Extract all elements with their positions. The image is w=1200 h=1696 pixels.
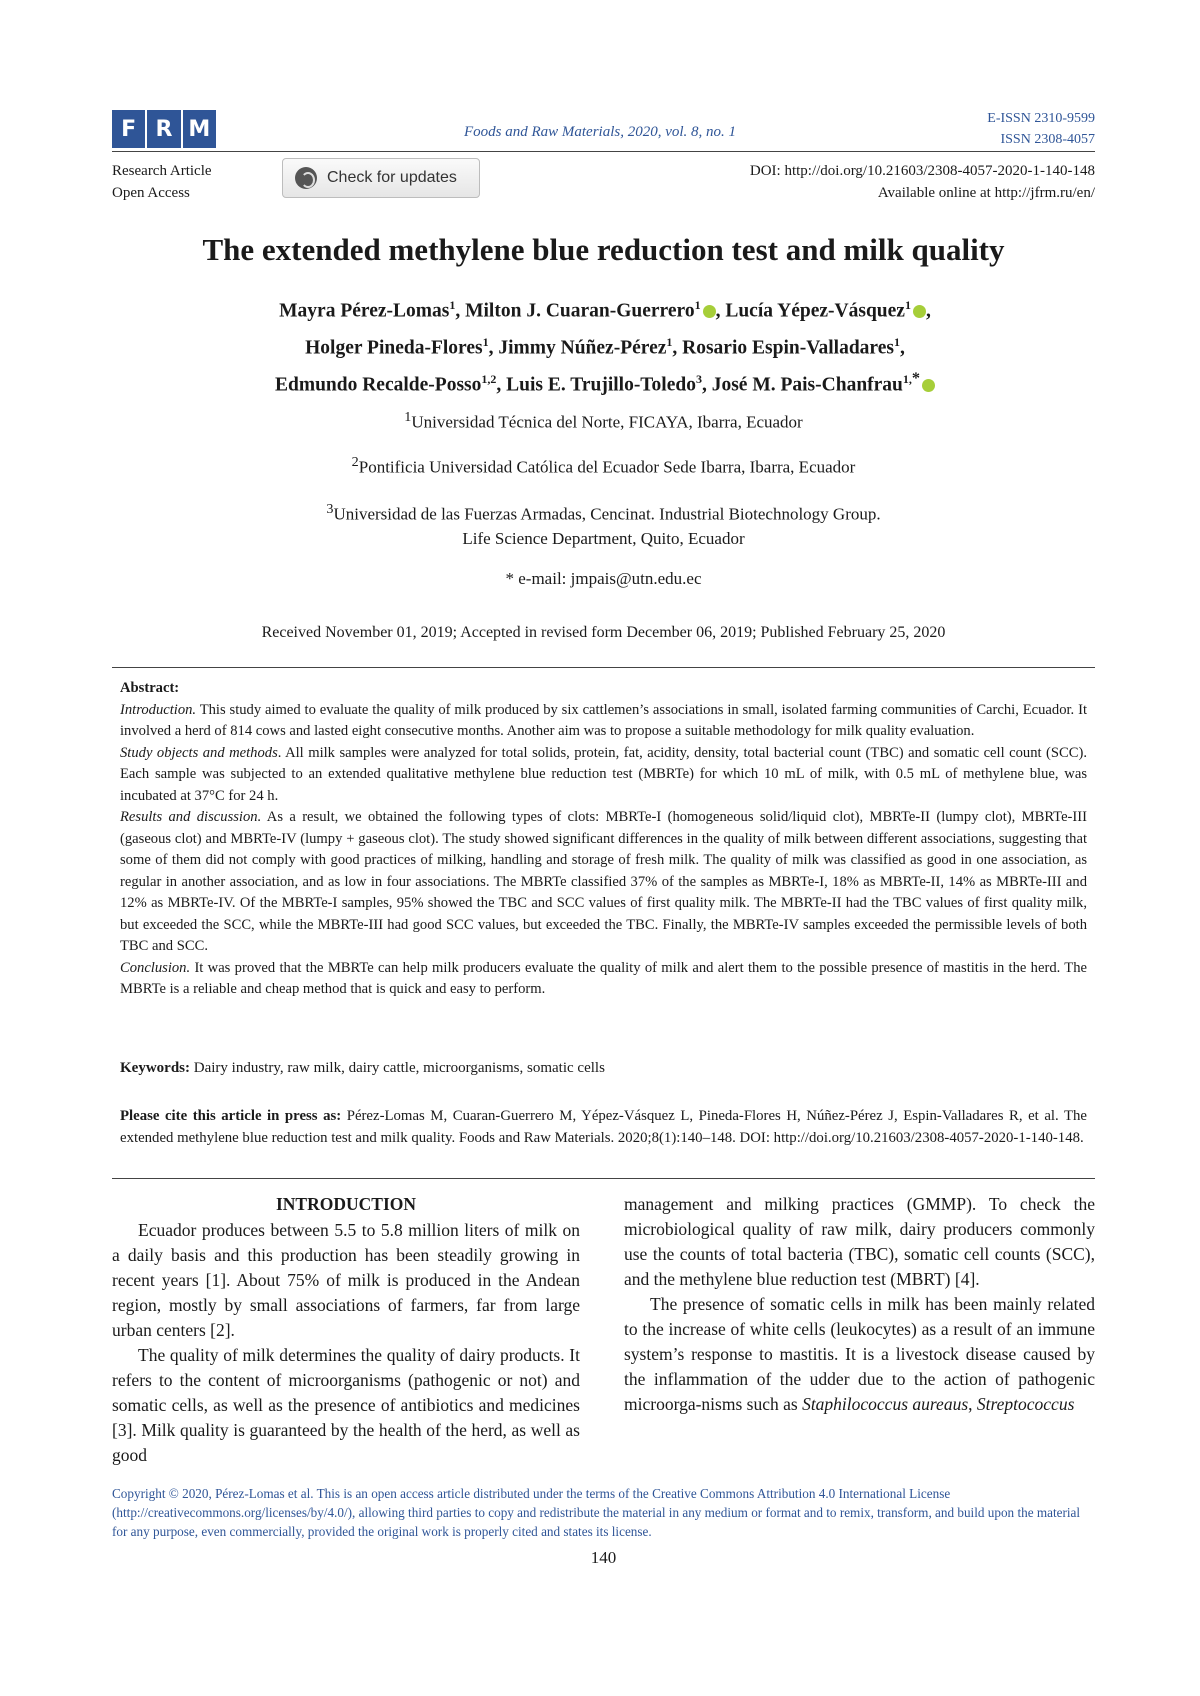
author-separator: , [496,374,507,396]
author-affiliation-sup: 1 [482,334,489,349]
author-affiliation-sup: 1 [904,298,911,312]
affiliation-3-number: 3 [326,501,334,517]
paragraph-3: management and milking practices (GMMP). To check the microbiological quality of raw milk, dairy producers commonly use the counts of total bacteria (TBC), somatic cell counts (SCC), and the methylene blue reduction test (MBRT) [4]. [624,1194,1095,1289]
received-dates: Received November 01, 2019; Accepted in revised form December 06, 2019; Published February 25, 2020 [261,624,946,641]
check-for-updates-button[interactable] [282,158,480,198]
abstract-introduction: Introduction. This study aimed to evaluate the quality of milk produced by six cattlemen’s associations in small, isolated farming communities of Carchi, Ecuador. It involved a herd of 814 cows and lasted eight consecutive months. Another aim was to propose a suitable methodology for milk quality evaluation. [120,701,1087,739]
abstract-methods-label: Study objects and methods [120,744,278,761]
author-affiliation-sup: 1 [449,298,456,312]
citation-text: Pérez-Lomas M, Cuaran-Guerrero M, Yépez-Vásquez L, Pineda-Flores H, Núñez-Pérez J, Espin-Valladares R, et al. The extended methylene blue reduction test and milk quality. Foods and Raw Materials. 2020;8(1):140–148. DOI: http://doi.org/10.21603/2308-4057-2020-1-140-148. [120,1108,1087,1146]
author: Jimmy Núñez-Pérez [498,337,667,358]
check-for-updates-label: Check for updates [327,169,457,186]
author-affiliation-sup: 3 [695,372,702,386]
abstract-results-label: Results and discussion. [120,809,262,825]
logo-letter-m: M [183,110,216,148]
issn: ISSN 2308-4057 [1000,132,1095,147]
abstract [120,678,1087,1001]
author-separator: , [701,374,712,396]
author: Luis E. Trujillo-Toledo [506,374,696,396]
abstract-label: Abstract: [120,680,180,696]
affiliation-1-text: Universidad Técnica del Norte, FICAYA, Ibarra, Ecuador [411,412,803,432]
author-list [150,290,1060,401]
keywords-label: Keywords: [120,1060,190,1076]
affiliation-3-line1: Universidad de las Fuerzas Armadas, Cencinat. Industrial Biotechnology Group. [333,504,881,524]
affiliation-2-number: 2 [351,454,359,470]
orcid-icon[interactable] [913,305,926,318]
paragraph-4: The presence of somatic cells in milk has been mainly related to the increase of white cells (leukocytes) as a result of an immune system’s response to mastitis. It is a livestock disease caused by the inflammation of the udder due to the action of pathogenic microorga-nisms such as Staphilococcus aureaus, Streptococcus [624,1294,1095,1414]
body-column-right [624,1192,1095,1417]
author-separator: , [455,300,466,322]
refresh-icon [295,167,317,189]
orcid-icon[interactable] [703,305,716,318]
author-separator: , [925,300,931,322]
paragraph-1: Ecuador produces between 5.5 to 5.8 million liters of milk on a daily basis and this production has been steadily growing in recent years [1]. About 75% of milk is produced in the Andean region, mostly by small associations of farmers, far from large urban centers [2]. [112,1220,580,1340]
doi-link[interactable]: DOI: http://doi.org/10.21603/2308-4057-2020-1-140-148 [749,163,1095,179]
article-type: Research Article [112,163,212,179]
author: Holger Pineda-Flores [305,337,483,358]
abstract-conclusion-label: Conclusion. [120,959,191,976]
logo-letter-f: F [112,110,145,148]
corresponding-author-star: * [911,369,921,387]
body-column-left [112,1192,580,1468]
affiliation-1-number: 1 [404,409,412,425]
affiliation-3-line2: Life Science Department, Quito, Ecuador [462,528,745,548]
abstract-conclusion: Conclusion. It was proved that the MBRTe can help milk producers evaluate the quality of milk and alert them to the possible presence of mastitis in the herd. The MBRTe is a reliable and cheap method that is quick and easy to perform. [120,959,1087,997]
affiliation-2-text: Pontificia Universidad Católica del Ecuador Sede Ibarra, Ibarra, Ecuador [358,457,856,477]
author-affiliation-sup: 1 [893,334,900,349]
author: Mayra Pérez-Lomas [279,300,450,322]
citation [120,1106,1087,1149]
journal-name: Foods and Raw Materials, 2020, vol. 8, no. 1 [463,124,737,140]
citation-label: Please cite this article in press as: [120,1108,342,1124]
body-divider [112,1178,1095,1179]
abstract-results: Results and discussion. As a result, we obtained the following types of clots: MBRTe-I (homogeneous solid/liquid clot), MBRTe-II (lumpy clot), MBRTe-III (gaseous clot) and MBRTe-IV (lumpy + gaseous clot). The study showed significant differences in the quality of milk between different associations, suggesting that some of them did not comply with good practices of milking, handling and storage of fresh milk. The quality of milk was classified as good in one association, as regular in another association, and as low in four associations. The MBRTe classified 37% of the samples as MBRTe-I, 18% as MBRTe-II, 14% as MBRTe-III and 12% as MBRTe-IV. Of the MBRTe-I samples, 95% showed the TBC and SCC values of first quality milk. The MBRTe-II had the TBC values of first quality milk, but exceeded the SCC, while the MBRTe-III had good SCC values, but exceeded the TBC. Finally, the MBRTe-IV samples exceeded the permissible levels of both TBC and SCC. [120,809,1087,954]
affiliation-2 [112,450,1095,480]
author-separator: , [715,300,726,322]
available-online[interactable]: Available online at http://jfrm.ru/en/ [877,185,1095,201]
author: Milton J. Cuaran-Guerrero [465,300,695,322]
author-affiliation-sup: 1 [666,334,673,349]
doi-block [750,160,1095,204]
header-divider [112,151,1095,152]
journal-logo [112,110,216,148]
author-separator: , [899,337,905,358]
author-separator: , [488,337,499,358]
logo-letter-r: R [147,110,180,148]
page-number: 140 [590,1548,617,1567]
article-title: The extended methylene blue reduction test and milk quality [202,232,1005,267]
affiliation-1 [112,405,1095,435]
species-name-2: Streptococcus [976,1394,1075,1414]
abstract-intro-label: Introduction. [120,701,197,718]
eissn: E-ISSN 2310-9599 [987,111,1095,126]
author: Edmundo Recalde-Posso [274,374,482,396]
corresponding-email[interactable]: * e-mail: jmpais@utn.edu.ec [505,569,702,588]
author-affiliation-sup: 1,2 [481,372,497,386]
paragraph-2: The quality of milk determines the quality of dairy products. It refers to the content of microorganisms (pathogenic or not) and somatic cells, as well as the presence of antibiotics and medicines [3]. Milk quality is guaranteed by the health of the herd, as well as good [112,1345,580,1465]
author-affiliation-sup: 1, [902,372,912,386]
author: José M. Pais-Chanfrau [711,374,903,396]
affiliation-3 [112,497,1095,551]
access-type: Open Access [112,185,190,201]
copyright-notice: Copyright © 2020, Pérez-Lomas et al. This is an open access article distributed under the terms of the Creative Commons Attribution 4.0 International License (http://creativecommons.org/licenses/by/4.0/), allowing third parties to copy and redistribute the material in any medium or format and to remix, transform, and build upon the material for any purpose, even commercially, provided the original work is properly cited and states its license. [112,1486,1081,1539]
issn-block [987,108,1095,150]
keywords-text: Dairy industry, raw milk, dairy cattle, microorganisms, somatic cells [190,1060,605,1076]
abstract-methods: Study objects and methods. All milk samples were analyzed for total solids, protein, fat, acidity, density, total bacterial count (TBC) and somatic cell count (SCC). Each sample was subjected to an extended qualitative methylene blue reduction test (MBRTe) for which 10 mL of milk, with 0.5 mL of methylene blue, was incubated at 37°C for 24 h. [120,744,1087,804]
abstract-divider [112,667,1095,668]
section-heading-introduction: INTRODUCTION [275,1194,417,1214]
author: Rosario Espin-Valladares [682,337,894,358]
keywords [120,1060,1087,1077]
author-separator: , [672,337,683,358]
author-affiliation-sup: 1 [694,298,701,312]
species-name-1: Staphilococcus aureaus [802,1394,969,1414]
author: Lucía Yépez-Vásquez [725,300,905,322]
orcid-icon[interactable] [922,379,935,392]
article-type-block [112,160,212,204]
